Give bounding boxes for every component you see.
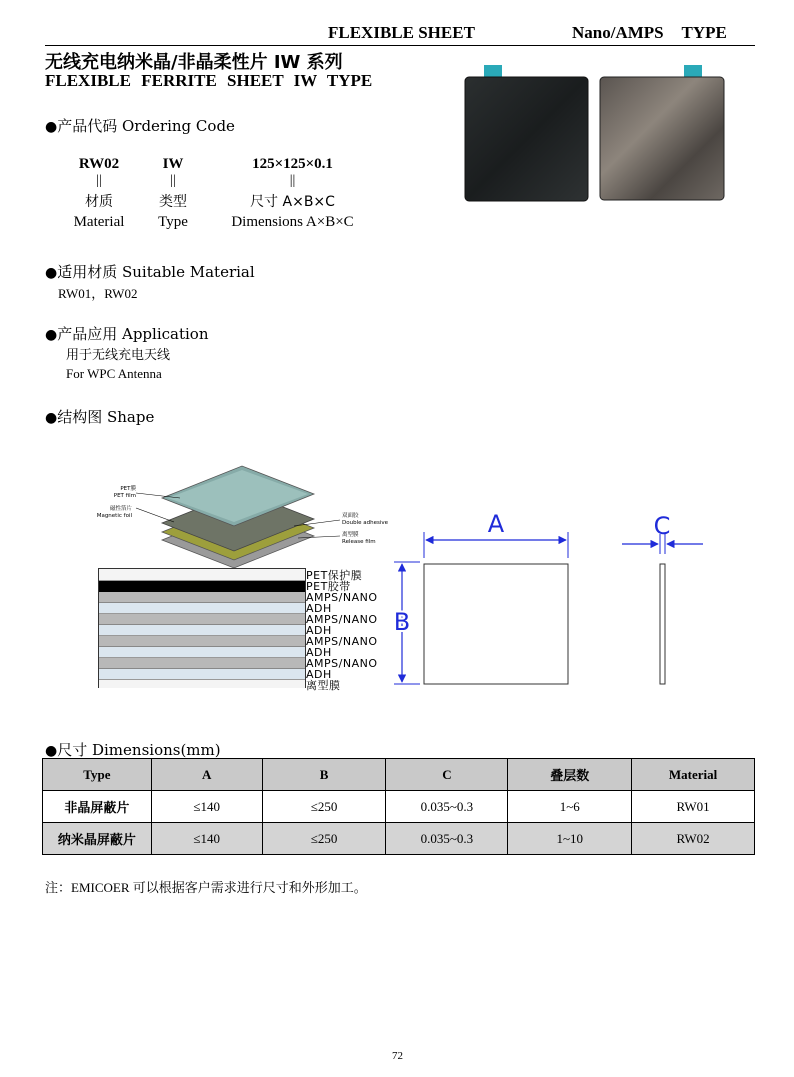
- th-b: B: [262, 759, 386, 791]
- application-heading: ●产品应用 Application: [45, 325, 209, 343]
- table-row: [43, 791, 755, 823]
- cell-material: RW02: [632, 823, 755, 855]
- stack-layer: [99, 658, 305, 669]
- cell-layers: 1~6: [508, 791, 632, 823]
- th-type: Type: [43, 759, 152, 791]
- application-line-en: For WPC Antenna: [66, 366, 162, 381]
- material-heading: ●适用材质 Suitable Material: [45, 263, 255, 281]
- layer-label-10: 离型膜: [306, 679, 341, 692]
- stack-layer: [99, 669, 305, 680]
- footnote: 注：EMICOER 可以根据客户需求进行尺寸和外形加工。: [45, 880, 367, 895]
- label-rel-en: Release film: [342, 539, 376, 545]
- bullet: ●: [45, 327, 58, 343]
- label-foil-cn: 磁性箔片: [109, 506, 132, 512]
- layer-label-8: AMPS/NANO: [306, 657, 378, 670]
- header-left: FLEXIBLE SHEET: [328, 23, 475, 42]
- table-header-row: [43, 759, 755, 791]
- label-adh-en: Double adhesive: [342, 520, 389, 526]
- dim-b-label: B: [393, 608, 411, 636]
- ordering-heading: ●产品代码 Ordering Code: [45, 117, 235, 135]
- bullet: ●: [45, 265, 58, 281]
- material-value: RW01，RW02: [58, 286, 138, 301]
- layer-label-6: AMPS/NANO: [306, 635, 378, 648]
- shape-heading: ●结构图 Shape: [45, 408, 155, 426]
- dim-c-label: C: [653, 512, 671, 540]
- stack-layer: [99, 680, 305, 688]
- cell-type: 非晶屏蔽片: [43, 791, 152, 823]
- layer-label-7: ADH: [306, 646, 332, 659]
- photo-sheet-metallic: [600, 65, 724, 200]
- label-foil-en: Magnetic foil: [96, 513, 132, 519]
- dimension-drawing: [390, 500, 720, 700]
- photo-sheet-dark: [465, 65, 588, 201]
- stack-layer: [99, 625, 305, 636]
- bullet: ●: [45, 410, 58, 426]
- cell-a: ≤140: [151, 823, 262, 855]
- stack-layer: [99, 592, 305, 603]
- title-cn: 无线充电纳米晶/非晶柔性片 IW 系列: [45, 52, 343, 73]
- cell-type: 纳米晶屏蔽片: [43, 823, 152, 855]
- dim-a-label: A: [487, 510, 505, 538]
- cell-layers: 1~10: [508, 823, 632, 855]
- dimensions-heading: ●尺寸 Dimensions(mm): [45, 741, 221, 759]
- layer-label-9: ADH: [306, 668, 332, 681]
- label-adh-cn: 双面胶: [342, 513, 359, 519]
- th-c: C: [386, 759, 508, 791]
- ordering-col-dimensions: 125×125×0.1 || 尺寸 A×B×C Dimensions A×B×C: [231, 156, 354, 230]
- exploded-layers-diagram: [88, 460, 408, 572]
- application-line-cn: 用于无线充电天线: [66, 348, 171, 363]
- th-layers: 叠层数: [508, 759, 632, 791]
- cell-b: ≤250: [262, 791, 386, 823]
- ordering-col-type: IW || 类型 Type: [158, 156, 188, 230]
- table-row: [43, 823, 755, 855]
- layer-label-1: PET胶带: [306, 580, 351, 593]
- stack-layer: [99, 647, 305, 658]
- page-number: 72: [392, 1050, 403, 1062]
- layer-stack: [98, 568, 306, 688]
- cell-c: 0.035~0.3: [386, 823, 508, 855]
- layer-label-5: ADH: [306, 624, 332, 637]
- stack-layer: [99, 581, 305, 592]
- th-material: Material: [632, 759, 755, 791]
- sheet-side-view: [660, 564, 665, 684]
- stack-layer: [99, 603, 305, 614]
- ordering-col-material: RW02 || 材质 Material: [73, 156, 125, 230]
- stack-layer: [99, 614, 305, 625]
- stack-layer: [99, 569, 305, 581]
- label-rel-cn: 离型膜: [342, 532, 359, 538]
- label-pet-cn: PET膜: [120, 486, 136, 492]
- cell-b: ≤250: [262, 823, 386, 855]
- layer-label-2: AMPS/NANO: [306, 591, 378, 604]
- layer-label-3: ADH: [306, 602, 332, 615]
- layer-label-0: PET保护膜: [306, 569, 363, 582]
- th-a: A: [151, 759, 262, 791]
- cell-material: RW01: [632, 791, 755, 823]
- bullet: ●: [45, 119, 58, 135]
- cell-c: 0.035~0.3: [386, 791, 508, 823]
- header-rule: [45, 45, 755, 46]
- layer-label-4: AMPS/NANO: [306, 613, 378, 626]
- label-pet-en: PET film: [113, 493, 136, 499]
- stack-layer: [99, 636, 305, 647]
- dimensions-table: [42, 758, 755, 855]
- sheet-front-view: [424, 564, 568, 684]
- bullet: ●: [45, 743, 58, 759]
- title-en: FLEXIBLE FERRITE SHEET IW TYPE: [45, 71, 373, 90]
- cell-a: ≤140: [151, 791, 262, 823]
- header-right: Nano/AMPS TYPE: [572, 23, 727, 42]
- product-photos: [462, 62, 727, 204]
